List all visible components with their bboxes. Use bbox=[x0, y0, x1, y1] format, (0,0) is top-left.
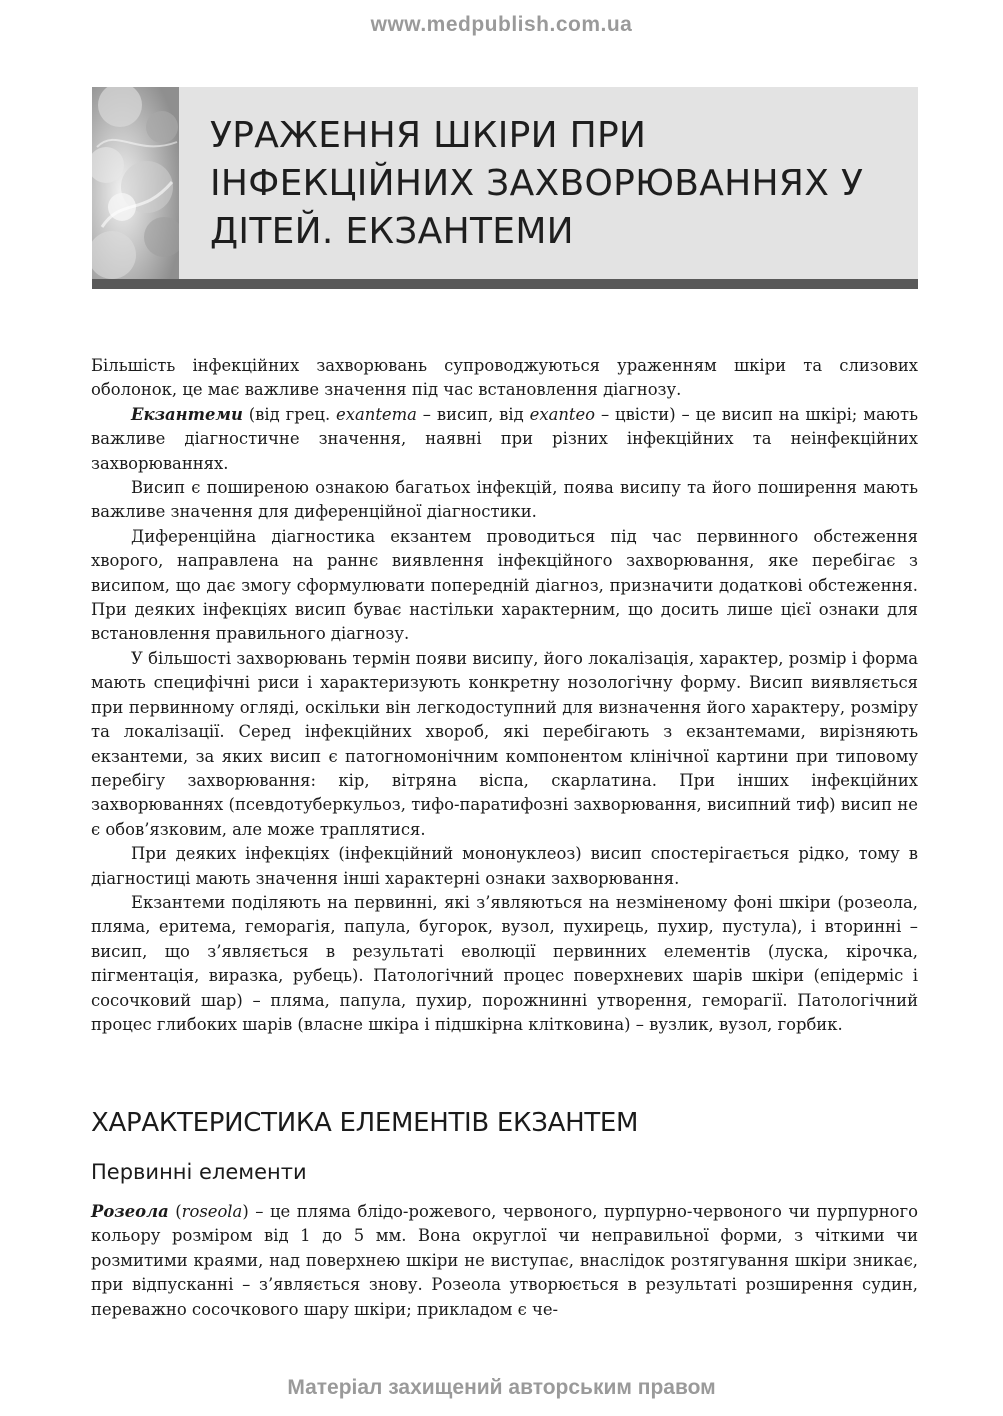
watermark-url: www.medpublish.com.ua bbox=[370, 13, 633, 36]
intro-text bbox=[91, 354, 918, 1037]
paragraph: Екзантеми (від грец. exantema – висип, від exanteo – цвісти) – це висип на шкірі; мають важливе діагностичне значення, наявні при різних інфекційних та неінфекційних захворюваннях. bbox=[91, 404, 918, 473]
header-divider bbox=[92, 279, 918, 289]
paragraph: Розеола (roseola) – це пляма блідо-рожевого, червоного, пурпурно-червоного чи пурпурного кольору розміром від 1 до 5 мм. Вона округлої чи неправильної форми, з чіткими чи розмитими краями, над поверхнею шкіри не виступає, внаслідок розтягування шкіри зникає, при відпусканні – з’являється знову. Розеола утворюється в результаті розширення судин, переважно сосочкового шару шкіри; прикладом є че- bbox=[91, 1202, 918, 1319]
term-roseola: Розеола bbox=[91, 1202, 169, 1221]
chapter-title: УРАЖЕННЯ ШКІРИ ПРИ ІНФЕКЦІЙНИХ ЗАХВОРЮВАННЯХ У ДІТЕЙ. ЕКЗАНТЕМИ bbox=[210, 115, 864, 252]
paragraph: Диференційна діагностика екзантем проводиться під час первинного обстеження хворого, направлена на раннє виявлення інфекційного захворювання, яке перебігає з висипом, що дає змогу сформулювати попередній діагноз, призначити додаткові обстеження. При деяких інфекціях висип буває настільки характерним, що досить лише цієї ознаки для встановлення правильного діагнозу. bbox=[91, 526, 918, 644]
roseola-text bbox=[91, 1200, 918, 1322]
term-exanthems: Екзантеми bbox=[131, 404, 243, 424]
paragraph: У більшості захворювань термін появи висипу, його локалізація, характер, розмір і форма мають специфічні риси і характеризують конкретну нозологічну форму. Висип виявляється при первинному огляді, оскільки він легкодоступний для визначення його характеру, розміру та локалізації. Серед інфекційних хвороб, які перебігають з екзантемами, вирізняють екзантеми, за яких висип є патогномонічним компонентом клінічної картини при типовому перебігу захворювання: кір, вітряна віспа, скарлатина. При інших інфекційних захворюваннях (псевдотуберкульоз, тифо-паратифозні захворювання, висипний тиф) висип не є обов’язковим, але може траплятися. bbox=[91, 648, 918, 839]
paragraph: Висип є поширеною ознакою багатьох інфекцій, поява висипу та його поширення мають важливе значення для диференційної діагностики. bbox=[91, 478, 918, 522]
paragraph: Більшість інфекційних захворювань супроводжуються ураженням шкіри та слизових оболонок, це має важливе значення під час встановлення діагнозу. bbox=[91, 356, 918, 400]
paragraph: Екзантеми поділяють на первинні, які з’являються на незміненому фоні шкіри (розеола, пляма, еритема, геморагія, папула, бугорок, вузол, пухирець, пухир, пустула), і вторинні – висип, що з’являється в результаті еволюції первинних елементів (луска, кірочка, пігментація, виразка, рубець). Патологічний процес поверхневих шарів шкіри (епідерміс і сосочковий шар) – пляма, папула, пухир, порожнинні утворення, геморагії. Патологічний процес глибоких шарів (власне шкіра і підшкірна клітковина) – вузлик, вузол, горбик. bbox=[91, 892, 918, 1034]
microscopy-photo-icon bbox=[92, 87, 179, 279]
section-heading: ХАРАКТЕРИСТИКА ЕЛЕМЕНТІВ ЕКЗАНТЕМ bbox=[91, 1108, 639, 1138]
subsection-heading: Первинні елементи bbox=[91, 1160, 307, 1184]
copyright-watermark: Матеріал захищений авторським правом bbox=[287, 1376, 716, 1399]
paragraph: При деяких інфекціях (інфекційний мононуклеоз) висип спостерігається рідко, тому в діагностиці мають значення інші характерні ознаки захворювання. bbox=[91, 844, 918, 888]
